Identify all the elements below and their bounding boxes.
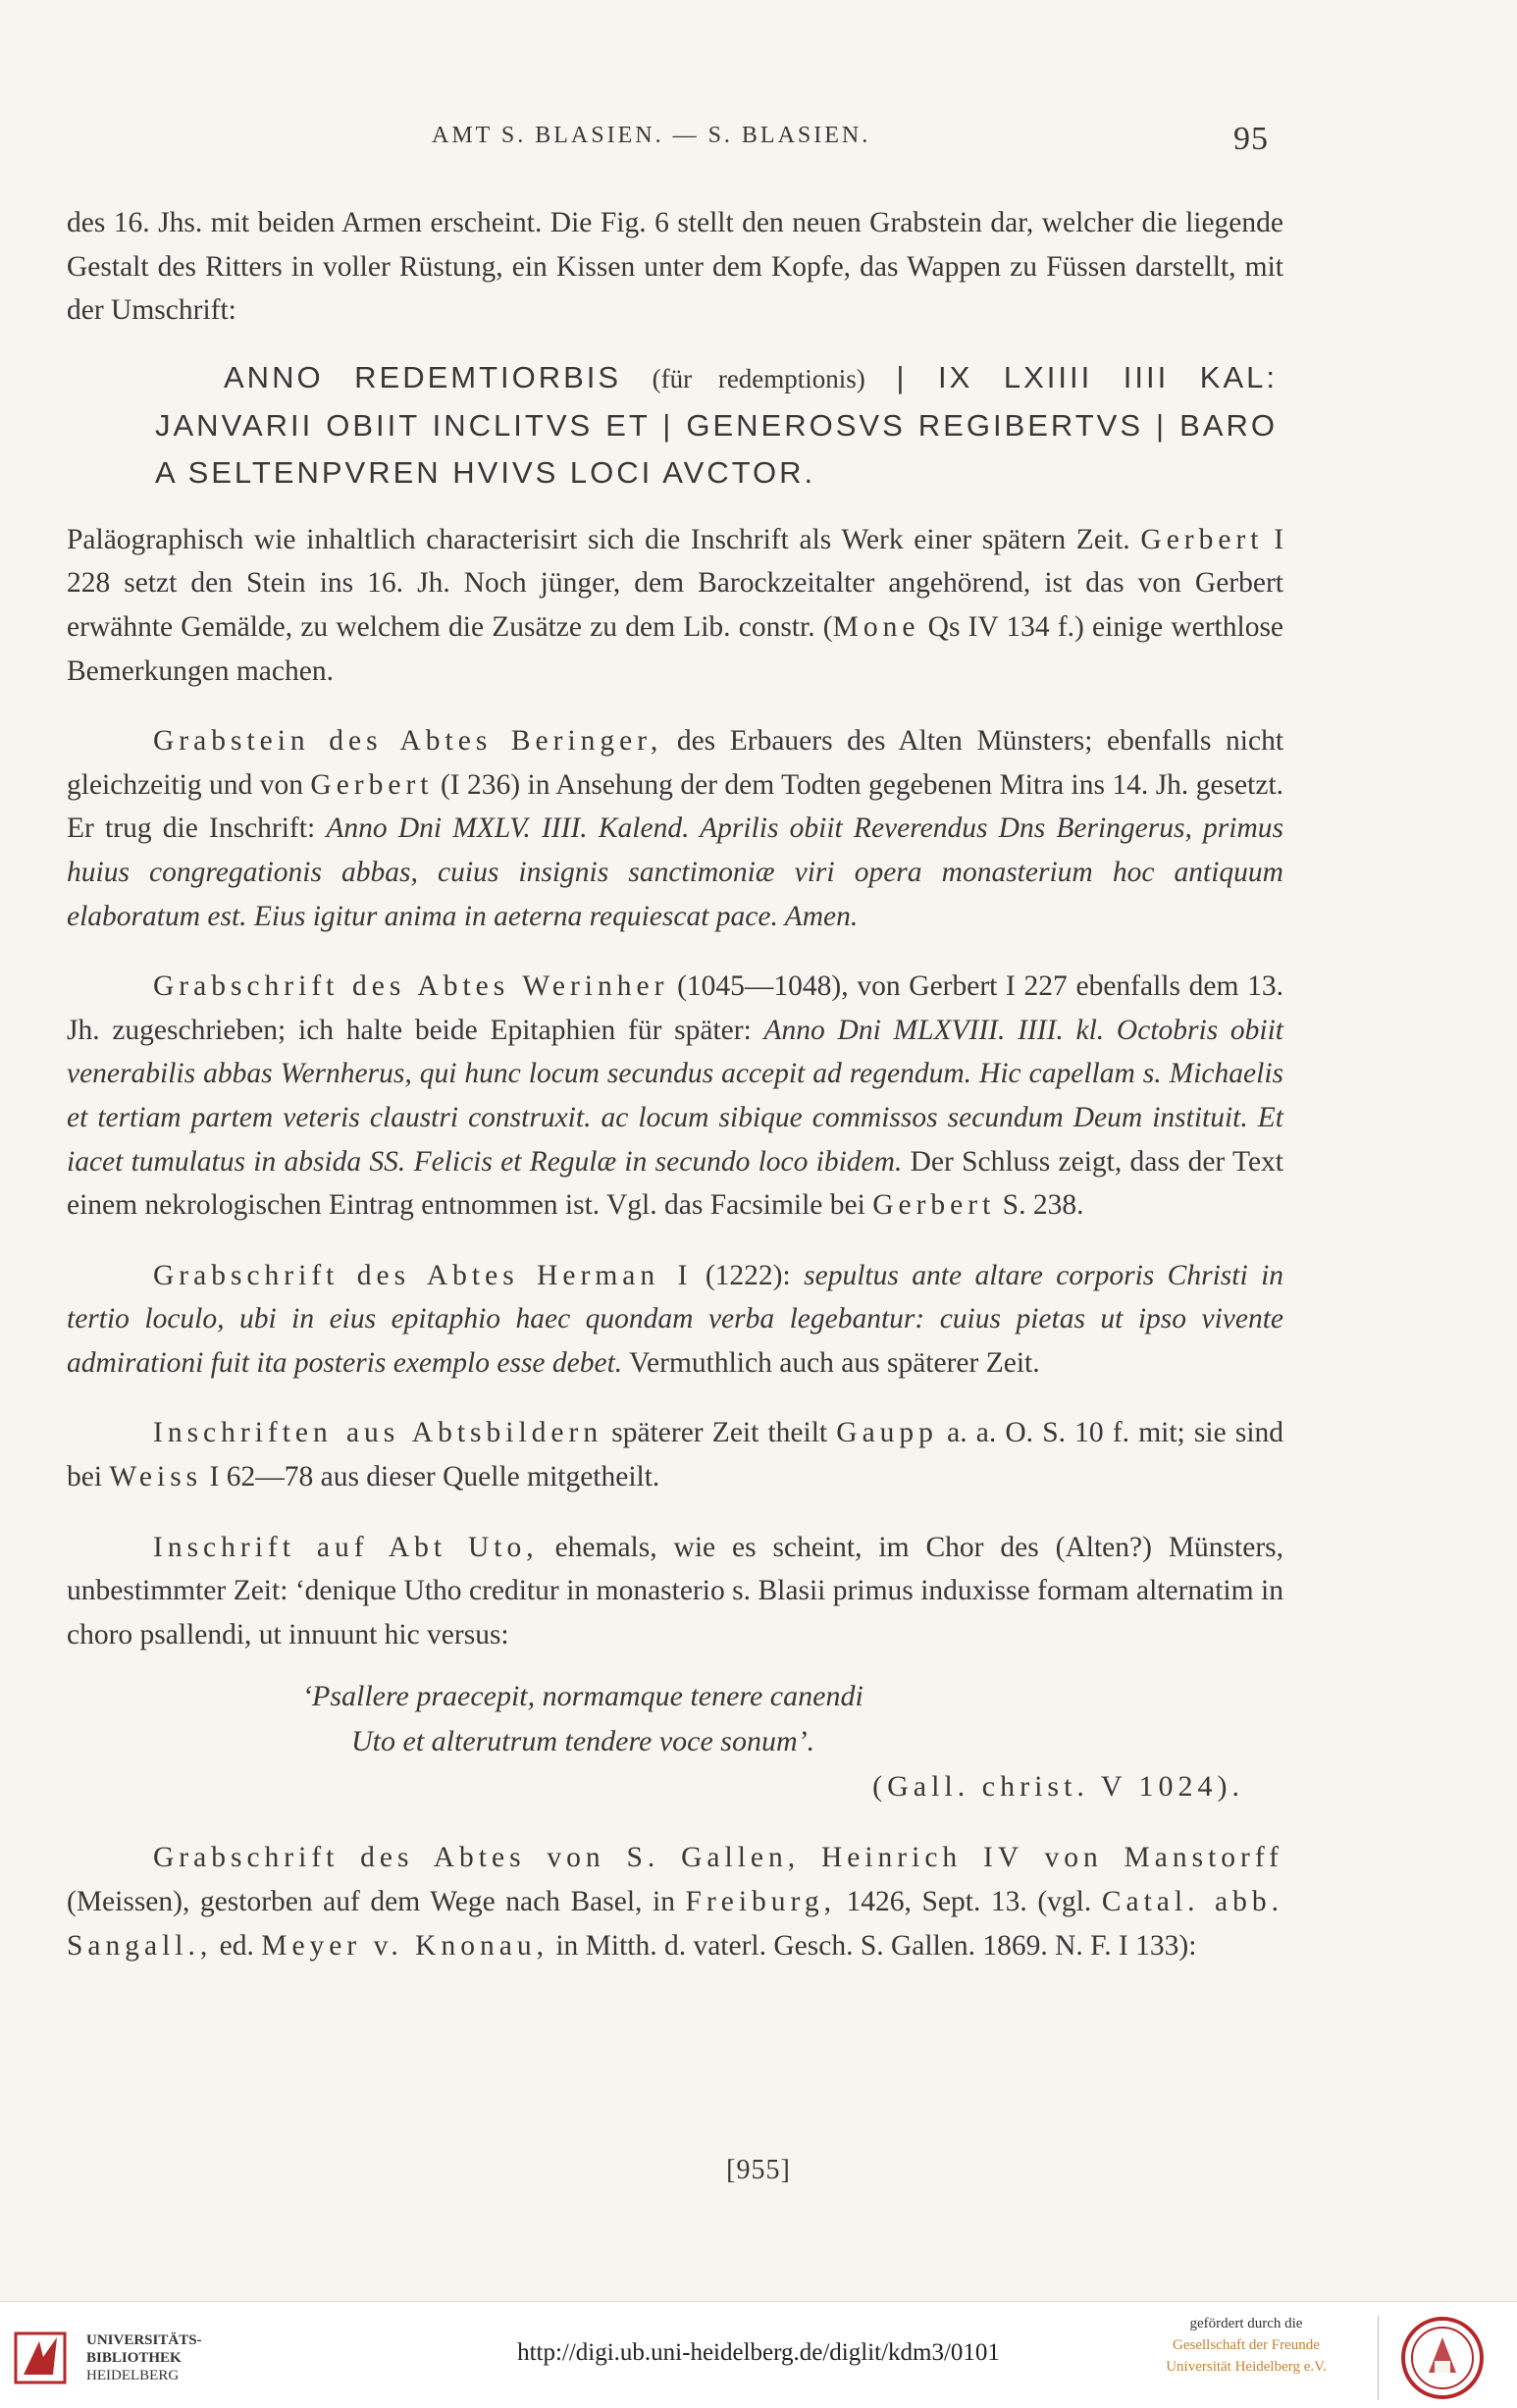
paragraph-manstorff [67,1836,1283,1967]
paragraph-text: späterer Zeit theilt [611,1417,828,1449]
paragraph-text: (1222): [705,1259,791,1291]
latin-inscription: Anno Dni MLXVIII. IIII. kl. Octobris obiit venerabilis abbas Wernherus, qui hunc locum secundus accepit ad regendum. Hic capellam s. Michaelis et tertiam partem veteris claustri construxit. ac locum sibique commissos secundum Deum instituit. Et iacet tumulatus in absida SS. Felicis et Regulæ in secundo loco ibidem. [67,1014,1284,1178]
paragraph-text: Vermuthlich auch aus späterer Zeit. [629,1346,1040,1379]
section-lead: Grabstein des Abtes Beringer, [153,725,663,758]
paragraph-text: ed. [219,1929,254,1962]
sponsor-credit [1128,2313,1364,2378]
university-seal-icon [1395,2314,1490,2402]
sponsor-org-line: Universität Heidelberg e.V. [1166,2359,1327,2375]
running-title: AMT S. BLASIEN. — S. BLASIEN. [432,123,871,148]
paragraph-text: a. a. O. S. 10 f. mit; sie sind bei [67,1417,1284,1493]
inscription-text: | IX LXIIII IIII KAL: JANVARII OBIIT INCLITVS ET | GENEROSVS REGIBERTVS | BARO A SELTENPVREN HVIVS LOCI AVCTOR. [155,359,1278,490]
paragraph-text: I 62—78 aus dieser Quelle mitgetheilt. [209,1461,660,1493]
paragraph-text: Paläographisch wie inhaltlich characterisirt sich die Inschrift als Werk einer spätern Zeit. [67,523,1130,555]
paragraph-intro [67,201,1283,333]
paragraph-text: des 16. Jhs. mit beiden Armen erscheint. Die Fig. 6 stellt den neuen Grabstein dar, welcher die liegende Gestalt des Ritters in voller Rüstung, ein Kissen unter dem Kopfe, das Wappen zu Füssen darstellt, mit der Umschrift: [67,207,1283,327]
author-name: Weiss [109,1461,203,1493]
paragraph-werinher [67,965,1283,1228]
section-lead: Inschriften aus Abtsbildern [153,1417,603,1449]
paragraph-text: 1426, Sept. 13. (vgl. [846,1886,1092,1918]
author-name: Gaupp [836,1417,938,1449]
signature-mark: [955] [726,2155,791,2185]
library-name-line: UNIVERSITÄTS- [86,2332,202,2348]
paragraph-text: (I 236) in Ansehung der dem Todten gegebenen Mitra ins 14. Jh. gesetzt. Er trug die Inschrift: [67,768,1284,845]
author-name: Meyer v. Knonau, [261,1929,549,1962]
latin-inscription: sepultus ante altare corporis Christi in tertio loculo, ubi in eius epitaphio haec quondam verba legebantur: cuius pietas ut ipso vivente admirationi fuit ita posteris exemplo esse debet. [67,1259,1284,1379]
inscription-text: ANNO REDEMTIORBIS [224,359,622,394]
footer-divider [1378,2316,1379,2400]
verse-source: (Gall. christ. V 1024). [872,1770,1244,1804]
permalink-url[interactable]: http://digi.ub.uni-heidelberg.de/diglit/kdm3/0101 [517,2339,1000,2366]
paragraph-text: (Meissen), gestorben auf dem Wege nach Basel, in [67,1886,675,1918]
paragraph-uto [67,1526,1283,1657]
section-lead: Grabschrift des Abtes Herman I [153,1259,693,1291]
paragraph-text: Qs IV 134 f.) einige werthlose Bemerkungen machen. [67,610,1284,687]
inscription-block [155,354,1278,497]
paragraph-text: ehemals, wie es scheint, im Chor des (Alten?) Münsters, unbestimmter Zeit: ‘denique Utho creditur in monasterio s. Blasii primus induxisse formam alternatim in choro psallendi, ut innuunt hic versus: [67,1531,1284,1650]
page-body [67,201,1283,1967]
sponsor-org-line: Gesellschaft der Freunde [1173,2337,1320,2353]
paragraph-abtsbilder [67,1411,1283,1498]
sponsor-intro: gefördert durch die [1189,2316,1303,2331]
author-name: Mone [832,610,920,643]
verse-line: ‘Psallere praecepit, normamque tenere canendi [302,1680,863,1713]
page-number: 95 [1233,121,1269,157]
work-title: Catal. abb. Sangall., [67,1886,1284,1962]
inscription-note: (für redemptionis) [652,363,865,393]
paragraph-herman [67,1254,1283,1386]
paragraph-text: I 228 setzt den Stein ins 16. Jh. Noch jünger, dem Barockzeitalter angehörend, ist das von Gerbert erwähnte Gemälde, zu welchem die Zusätze zu dem Lib. constr. ( [67,523,1284,643]
page-header [0,123,1517,162]
latin-inscription: Anno Dni MXLV. IIII. Kalend. Aprilis obiit Reverendus Dns Beringerus, primus huius congregationis abbas, cuius insignis sanctimoniæ viri opera monasterium hoc antiquum elaboratum est. Eius igitur anima in aeterna requiescat pace. Amen. [67,812,1284,932]
library-name-line: HEIDELBERG [86,2368,180,2383]
verse-line: Uto et alterutrum tendere voce sonum’. [351,1725,815,1758]
author-name: Gerbert [1140,523,1264,555]
section-lead: Grabschrift des Abtes von S. Gallen, Heinrich IV von Manstorff [153,1842,1283,1874]
paragraph-palaeography [67,518,1283,693]
author-name: Gerbert [310,768,434,801]
verse-block [67,1674,1283,1809]
author-name: Gerbert [872,1189,996,1222]
place-name: Freiburg, [685,1886,836,1918]
section-lead: Grabschrift des Abtes Werinher [153,970,669,1003]
paragraph-text: S. 238. [1002,1189,1084,1222]
section-lead: Inschrift auf Abt Uto, [153,1531,539,1563]
paragraph-text: (1045—1048), von Gerbert I 227 ebenfalls dem 13. Jh. zugeschrieben; ich halte beide Epitaphien für später: [67,970,1284,1046]
paragraph-text: Der Schluss zeigt, dass der Text einem nekrologischen Eintrag entnommen ist. Vgl. das Facsimile bei [67,1145,1283,1222]
paragraph-text: des Erbauers des Alten Münsters; ebenfalls nicht gleichzeitig und von [67,725,1284,801]
library-name-line: BIBLIOTHEK [86,2350,182,2366]
paragraph-beringer [67,719,1283,938]
paragraph-text: in Mitth. d. vaterl. Gesch. S. Gallen. 1869. N. F. I 133): [555,1929,1197,1962]
